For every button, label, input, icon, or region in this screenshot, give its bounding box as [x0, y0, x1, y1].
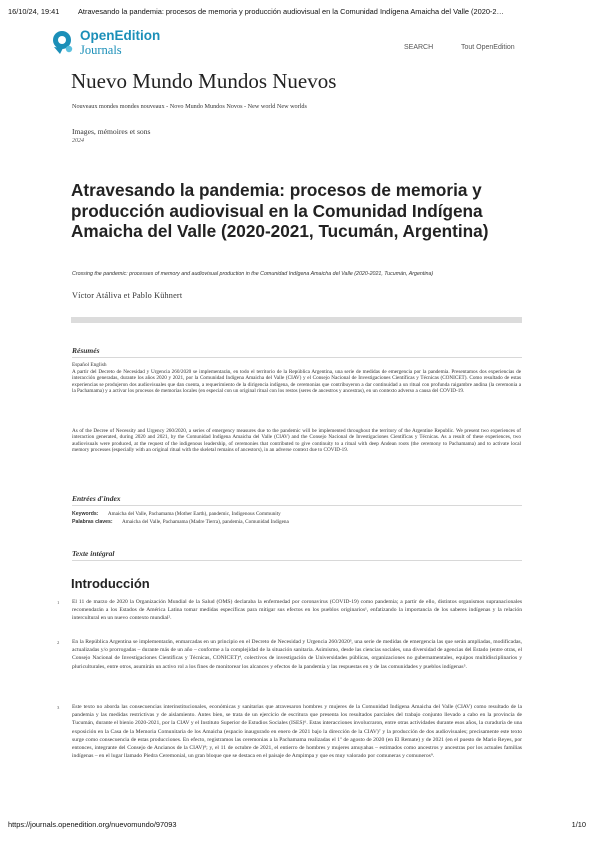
abstract-es: A partir del Decreto de Necesidad y Urgencia 260/2020 se implementarán, en todo el territorio de la República Argentina, una serie de medidas de emergencia por la pandemia. Presentamos dos experiencias de interacción generadas, durante los años 2020 y 2021, por la Comunidad Indígena Amaicha del Valle (CIAV) y el Consejo Nacional de Investigaciones Científicas y Técnicas (CONICET). Como resultado de estas experiencias se produjeron dos audiovisuales que dan cuenta, a requerimiento de la dirigencia indígena, de ceremonias que contribuyeron a dar continuidad a un ritual con profunda raigambre andina (la ceremonia a la Pachamama) y a activar los procesos de memorias locales (en especial con un original ritual con los restos (seres de ancestros y ancestras), en un contexto adverso a causa del COVID-19. — [72, 369, 521, 395]
openedition-logo-icon — [51, 29, 75, 55]
journal-subtitle: Nouveaux mondes mondes nouveaux - Novo Mundo Mundos Novos - New world New worlds — [72, 103, 307, 110]
full-text-heading: Texte intégral — [72, 549, 115, 558]
paragraph-number: 2 — [57, 640, 60, 645]
body-paragraph: En la República Argentina se implementarán, enmarcadas en un principio en el Decreto de Necesidad y Urgencia 260/2020³, una serie de medidas de emergencia las que serán ampliadas, modificadas, actualizadas y/o prorrogadas – durante más de un año – conforme a la complejidad de la situación sanitaria. Asimismo, desde las ciencias sociales, una diversidad de agencias del Estado (entre otras, el Consejo Nacional de Investigaciones Científicas y Técnicas, CONICET)⁴, colectivos de investigación de Universidades públicas, organizaciones no gubernamentales, equipos multidisciplinarios y pluriculturales, entre otros, asumirán un activo rol a los fines de monitorear los alcances y efectos de la pandemia y las respuestas en y de las comunidades y pueblos indígenas⁵. — [72, 639, 522, 670]
body-paragraph: Este texto no aborda las consecuencias interinstitucionales, económicas y sanitarias que atravesaron hombres y mujeres de la Comunidad Indígena Amaicha del Valle (CIAV) como resultado de la pandemia y las medidas restrictivas y de aislamiento. Antes bien, se trata de un ejercicio de escritura que presenta los resultados parciales del trabajo conjunto llevado a cabo en la provincia de Tucumán, durante el bienio 2020-2021, por la CIAV y el Instituto Superior de Estudios Sociales (ISES)⁶. Estas interacciones involucraron, entre otras actividades durante esos años, la curaduría de una exposición en la Casa de la Memoria Comunitaria de los Amaicha (espacio inaugurado en enero de 2021 bajo la dirección de la CIAV)⁷ y la producción de dos audiovisuales; precisamente este texto surge como consecuencia de estas producciones. En efecto, registramos las ceremonias a la Pachamama realizadas el 1º de agosto de 2020 (en El Remate) y de 2021 (en el puesto de Mario Reyes, por entonces, integrante del Consejo de Ancianos de la CIAV)⁸; y, el 11 de octubre de 2021, el entierro de hombres y mujeres amuyahas – estimados como ancestros y ancestras por los actuales familias indígenas – en el lugar llamado Piedra Ceremonial, un gran bloque que se destaca en el paisaje de Ampimpa y que es muy valorado por comuneras y comuneros⁹. — [72, 704, 522, 760]
print-footer — [8, 820, 586, 829]
journal-title[interactable]: Nuevo Mundo Mundos Nuevos — [71, 69, 337, 93]
keywords-values[interactable]: Amaicha del Valle, Pachamama (Mother Earth), pandemic, Indigenous Community — [107, 511, 281, 517]
all-openedition-link[interactable]: Tout OpenEdition — [461, 44, 515, 51]
article-title: Atravesando la pandemia: procesos de memoria y producción audiovisual en la Comunidad Indígena Amaicha del Valle (2020-2021, Tucumán, Argentina) — [71, 180, 489, 242]
palabras-label: Palabras claves: — [72, 519, 113, 525]
separator-bar — [71, 317, 522, 323]
divider — [72, 357, 522, 358]
article-authors[interactable]: Víctor Atáliva et Pablo Kühnert — [72, 291, 183, 300]
keywords-row — [72, 511, 522, 517]
divider — [72, 505, 522, 506]
body-paragraph: El 11 de marzo de 2020 la Organización Mundial de la Salud (OMS) declaraba la enfermedad por coronavirus (COVID-19) como pandemia; a partir de ello, distintos organismos supranacionales recomendarán a los Estados de América Latina tomar medidas específicas para mitigar sus efectos en los pueblos originarios¹, enfatizando la importancia de los saberes indígenas y la relación intercultural en un nuevo contexto mundial². — [72, 599, 522, 622]
page-url: https://journals.openedition.org/nuevomundo/97093 — [8, 820, 177, 829]
paragraph-number: 3 — [57, 705, 60, 710]
print-title: Atravesando la pandemia: procesos de memoria y producción audiovisual en la Comunidad Indígena Amaicha del Valle (2020-2… — [78, 7, 504, 16]
issue-year: 2024 — [72, 138, 84, 144]
logo-brand: OpenEdition — [80, 28, 161, 43]
issue-title[interactable]: Images, mémoires et sons — [72, 127, 151, 136]
page-number: 1/10 — [571, 820, 586, 829]
keywords-label: Keywords: — [72, 511, 99, 517]
resumes-heading: Résumés — [72, 346, 100, 355]
introduction-heading: Introducción — [71, 576, 150, 591]
palabras-values[interactable]: Amaicha del Valle, Pachamama (Madre Tierra), pandemia, Comunidad Indígena — [121, 519, 289, 525]
abstract-en: As of the Decree of Necessity and Urgency 260/2020, a series of emergency measures due to the pandemic will be implemented throughout the territory of the Argentine Republic. We present two experiences of interaction generated, during 2020 and 2021, by the Comunidad Indígena Amaicha del Valle (CIAV) and the Consejo Nacional de Investigaciones Científicas y Técnicas. As a result of these experiences, two audiovisuals were produced, at the request of the indigenous leadership, of ceremonies that contributed to give continuity to a ritual with deep Andean roots (the ceremony to Pachamama) and to activate local memory processes (especially with an original ritual with the skeletal remains of ancestors), in an adverse context due to COVID-19. — [72, 428, 521, 454]
palabras-row — [72, 519, 522, 525]
article-subtitle: Crossing the pandemic: processes of memory and audiovisual production in the Comunidad Indígena Amaicha del Valle (2020-2021, Tucumán, Argentina) — [72, 271, 434, 277]
abstract-language-links[interactable]: Español English — [72, 362, 107, 368]
print-header — [8, 7, 586, 16]
logo-sub: Journals — [80, 43, 122, 57]
paragraph-number: 1 — [57, 600, 60, 605]
print-datetime: 16/10/24, 19:41 — [8, 7, 60, 16]
divider — [72, 560, 522, 561]
index-heading: Entrées d'index — [72, 494, 121, 503]
search-link[interactable]: SEARCH — [404, 44, 434, 51]
